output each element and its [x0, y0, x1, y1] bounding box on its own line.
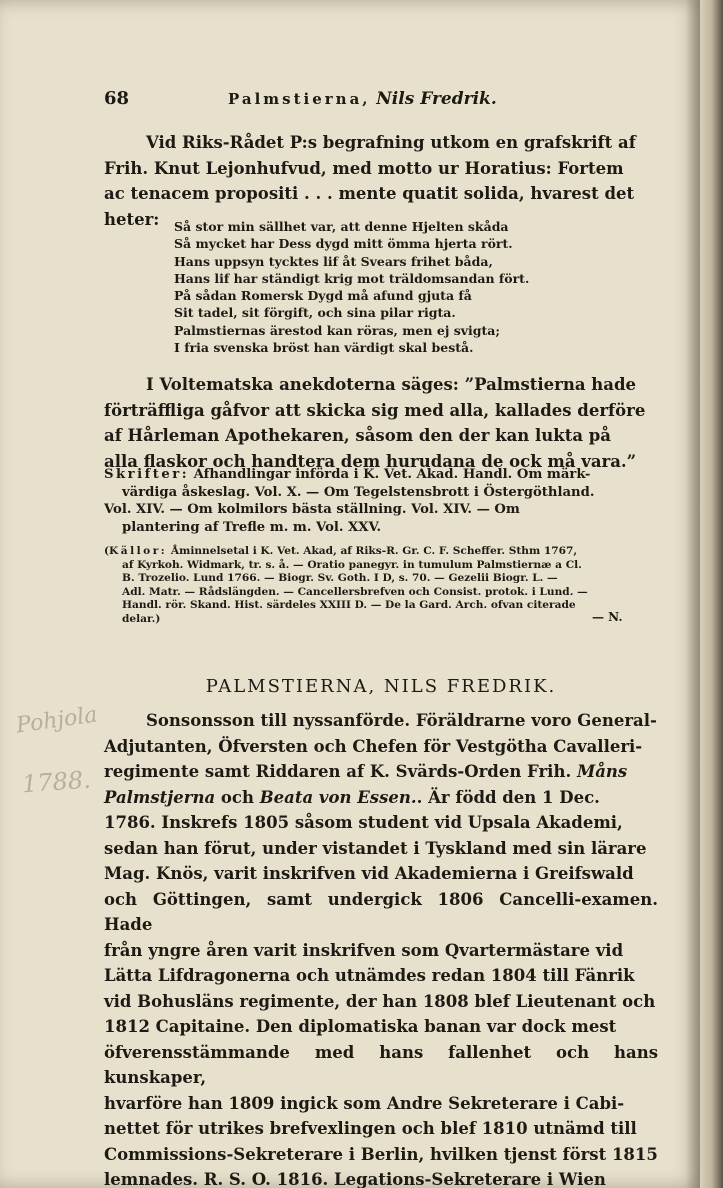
biography-line: 1786. Inskrefs 1805 såsom student vid Upsala Akademi, [104, 813, 623, 832]
anecdote-line: alla flaskor och handtera dem hurudana de ock må vara.” [104, 451, 637, 471]
sources-line: B. Trozelio. Lund 1766. — Biogr. Sv. Goth. I D, s. 70. — Gezelii Biogr. L. — [122, 572, 558, 585]
biography-line: från yngre åren varit inskrifven som Qvartermästare vid [104, 940, 624, 960]
running-head [228, 88, 497, 109]
running-head-surname: Palmstierna, [228, 90, 371, 108]
intro-paragraph [104, 130, 658, 232]
biography-text: och [215, 787, 260, 807]
father-surname: Palmstjerna [104, 787, 216, 807]
sources-line: Handl. rör. Skand. Hist. särdeles XXIII D. — De la Gard. Arch. ofvan citerade [122, 599, 576, 612]
sources-paragraph [104, 545, 658, 627]
biography-line: och Göttingen, samt undergick 1806 Cancelli-examen. Hade [104, 889, 658, 934]
biography-line: Sonsonsson till nyssanförde. Föräldrarne voro General- [146, 711, 657, 730]
page-number: 68 [104, 88, 130, 109]
biography-line: Commissions-Sekreterare i Berlin, hvilken tjenst först 1815 [104, 1144, 658, 1164]
sources-text: Åminnelsetal i K. Vet. Akad, af Riks-R. Gr. C. F. Scheffer. Sthm 1767, [167, 545, 578, 557]
sources-label: Källor: [109, 545, 168, 557]
writings-line [104, 466, 658, 484]
writings-line: plantering af Trefle m. m. Vol. XXV. [122, 519, 382, 535]
biography-line: Adjutanten, Öfversten och Chefen för Vestgötha Cavalleri- [104, 736, 643, 756]
biography-line [104, 759, 658, 785]
writings-text: Afhandlingar införda i K. Vet. Akad. Handl. Om märk- [189, 467, 591, 482]
biography-line [104, 785, 658, 811]
sources-line: delar.) [122, 612, 161, 625]
sources-line: Adl. Matr. — Rådslängden. — Cancellersbrefven och Consist. protok. i Lund. — [122, 585, 588, 598]
sources-line: af Kyrkoh. Widmark, tr. s. å. — Oratio panegyr. in tumulum Palmstiernæ a Cl. [122, 558, 582, 571]
margin-note-1: Pohjola [14, 702, 99, 739]
epitaph-verse [174, 218, 644, 356]
biography-line: lemnades. R. S. O. 1816. Legations-Sekreterare i Wien [104, 1170, 606, 1188]
biography-line: öfverensstämmande med hans fallenhet och hans kunskaper, [104, 1042, 658, 1087]
page-edge [700, 0, 723, 1188]
biography-line: hvarföre han 1809 ingick som Andre Sekreterare i Cabi- [104, 1093, 625, 1113]
biography-line: vid Bohusläns regimente, der han 1808 blef Lieutenant och [104, 991, 656, 1011]
writings-line: värdiga åskeslag. Vol. X. — Om Tegelstensbrott i Östergöthland. [122, 484, 595, 500]
biography-paragraph [104, 708, 658, 1188]
verse-line: På sådan Romersk Dygd må afund gjuta få [174, 288, 472, 304]
anecdote-line: I Voltematska anekdoterna säges: ”Palmstierna hade [146, 375, 637, 394]
biography-line: sedan han förut, under vistandet i Tyskland med sin lärare [104, 838, 647, 858]
writings-line: Vol. XIV. — Om kolmilors bästa ställning. Vol. XIV. — Om [104, 502, 520, 518]
sources-signature: — N. [592, 610, 623, 624]
verse-line: I fria svenska bröst han värdigt skal bestå. [174, 340, 474, 356]
page-header [104, 88, 658, 114]
margin-note-2: 1788. [21, 765, 92, 799]
verse-line: Hans uppsyn tycktes lif åt Svears frihet båda, [174, 253, 493, 269]
sources-line [104, 545, 658, 559]
intro-line: Vid Riks-Rådet P:s begrafning utkom en grafskrift af [146, 133, 636, 152]
intro-line: ac tenacem propositi . . . mente quatit solida, hvarest det [104, 184, 635, 203]
biography-line: Lätta Lifdragonerna och utnämdes redan 1804 till Fänrik [104, 966, 635, 985]
biography-line: nettet för utrikes brefvexlingen och blef 1810 utnämd till [104, 1119, 637, 1138]
writings-label: Skrifter: [104, 467, 190, 482]
verse-line: Så mycket har Dess dygd mitt ömma hjerta rört. [174, 236, 513, 252]
sources-paren: ( [104, 545, 110, 557]
anecdote-paragraph [104, 372, 658, 474]
verse-line: Hans lif har ständigt krig mot träldomsandan fört. [174, 270, 530, 286]
verse-line: Så stor min sällhet var, att denne Hjelten skåda [174, 219, 509, 234]
anecdote-line: förträffliga gåfvor att skicka sig med alla, kallades derföre [104, 400, 646, 420]
anecdote-line: af Hårleman Apothekaren, såsom den der kan lukta på [104, 426, 611, 445]
biography-line: 1812 Capitaine. Den diplomatiska banan var dock mest [104, 1017, 617, 1036]
biography-line: Mag. Knös, varit inskrifven vid Akademierna i Greifswald [104, 864, 634, 883]
writings-paragraph [104, 466, 658, 536]
intro-line: heter: [104, 209, 160, 229]
biography-text: regimente samt Riddaren af K. Svärds-Orden Frih. [104, 762, 577, 781]
mother-name: Beata von Essen. [259, 787, 417, 807]
verse-line: Palmstiernas ärestod kan röras, men ej svigta; [174, 322, 500, 338]
father-name: Måns [576, 762, 628, 781]
intro-line: Frih. Knut Lejonhufvud, med motto ur Horatius: Fortem [104, 158, 624, 178]
running-head-given: Nils Fredrik. [376, 89, 497, 109]
section-title: PALMSTIERNA, NILS FREDRIK. [205, 676, 557, 697]
biography-text: . Är född den 1 Dec. [416, 787, 600, 807]
verse-line: Sit tadel, sit förgift, och sina pilar rigta. [174, 305, 456, 321]
